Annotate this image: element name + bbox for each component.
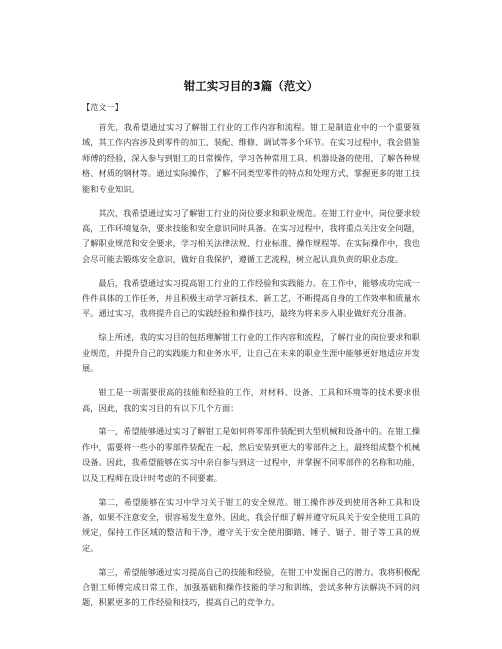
document-title: 钳工实习目的3篇（范文） xyxy=(183,79,319,93)
paragraph-6: 第一，希望能够通过实习了解钳工是如何将零部件装配到大型机械和设备中的。在钳工操作中，需要将一些小的零部件装配在一起，然后安装到更大的零部件之上，最终组成整个机械设备。因此，我希望能够在实习中亲自参与到这一过程中，并掌握不同零部件的名称和功能，以及工程师在设计时考虑的不同要素。 xyxy=(82,426,420,483)
paragraph-1: 首先，我希望通过实习了解钳工行业的工作内容和流程。钳工是制造业中的一个重要领域，其工作内容涉及到零件的加工、装配、维修、调试等多个环节。在实习过程中，我会借鉴师傅的经验，深入参与到钳工的日常操作，学习各种常用工具、机器设备的使用，了解各种规格、材质的钢材等。通过实际操作，了解不同类型零件的特点和处理方式，掌握更多的钳工技能和专业知识。 xyxy=(82,122,420,194)
document-body xyxy=(82,120,420,619)
paragraph-8: 第三，希望能够通过实习提高自己的技能和经验，在钳工中发掘自己的潜力。我将积极配合钳工师傅完成日常工作，加强基础和操作技能的学习和训练，尝试多种方法解决不同的问题，积累更多的工作经验和技巧，提高自己的竞争力。 xyxy=(82,566,420,608)
section-label: 【范文一】 xyxy=(82,102,123,112)
paragraph-4: 综上所述，我的实习目的包括理解钳工行业的工作内容和流程，了解行业的岗位要求和职业规范，并提升自己的实践能力和业务水平，让自己在未来的职业生涯中能够更好地适应并发展。 xyxy=(82,332,420,374)
paragraph-5: 钳工是一项需要很高的技能和经验的工作，对材料、设备、工具和环境等的技术要求很高，因此，我的实习目的有以下几个方面： xyxy=(82,387,420,413)
paragraph-7: 第二，希望能够在实习中学习关于钳工的安全规范。钳工操作涉及到使用各种工具和设备，如果不注意安全，很容易发生意外。因此，我会仔细了解并遵守玩具关于安全使用工具的规定，保持工作区域的整洁和干净，遵守关于安全使用脚踏、锤子、锯子、钳子等工具的规定。 xyxy=(82,496,420,553)
paragraph-2: 其次，我希望通过实习了解钳工行业的岗位要求和职业规范。在钳工行业中，岗位要求较高，工作环境复杂，要求技能和安全意识同时具备。在实习过程中，我将重点关注安全问题，了解职业规范和安全要求，学习相关法律法规、行业标准、操作规程等。在实际操作中，我也会尽可能去锻炼安全意识，做好自我保护，遵循工艺流程，树立起认真负责的职业态度。 xyxy=(82,207,420,264)
paragraph-3: 最后，我希望通过实习提高钳工行业的工作经验和实践能力。在工作中，能够成功完成一件件具体的工作任务，并且积极主动学习新技术、新工艺，不断提高自身的工作效率和质量水平。通过实习，我将提升自己的实践经验和操作技巧，最终为将来步入职业做好充分准备。 xyxy=(82,277,420,319)
